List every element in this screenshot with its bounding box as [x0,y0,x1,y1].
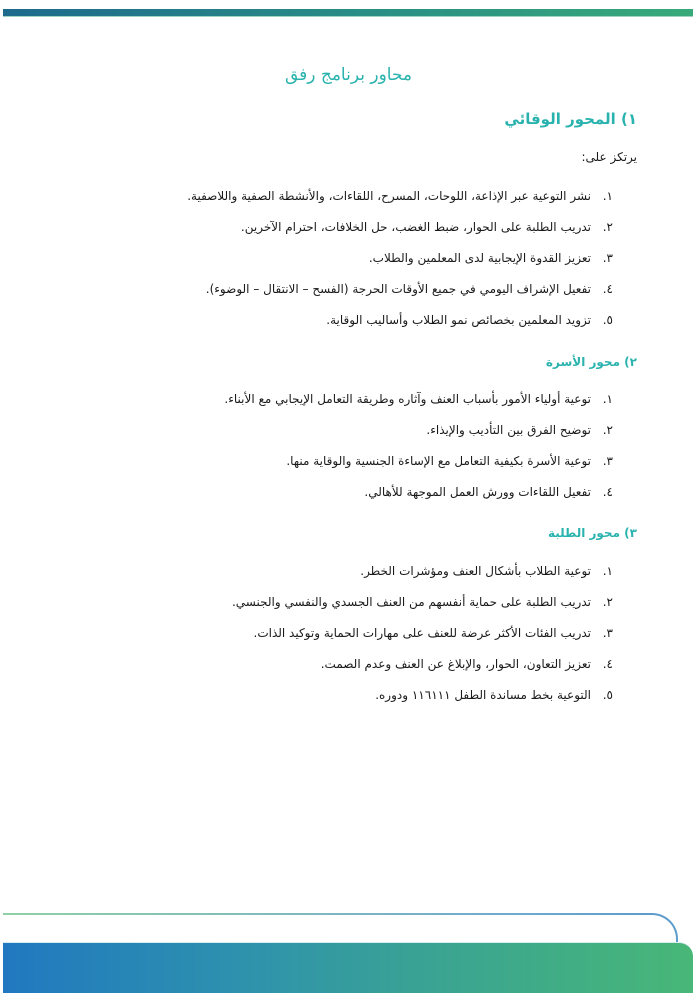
list-number: ٤. [602,485,613,499]
list-item [206,282,613,296]
list-text: تزويد المعلمين بخصائص نمو الطلاب وأساليب الوقاية. [326,313,591,327]
section-intro: يرتكز على: [581,150,637,164]
list-text: تعزيز التعاون، الحوار، والإبلاغ عن العنف وعدم الصمت. [320,657,591,671]
list-text: تدريب الفئات الأكثر عرضة للعنف على مهارات الحماية وتوكيد الذات. [253,626,591,640]
list-text: توعية أولياء الأمور بأسباب العنف وآثاره وطريقة التعامل الإيجابي مع الأبناء. [224,392,591,406]
list-item [426,423,613,437]
footer-decorative-line [3,913,648,915]
section-heading-preventive: ١) المحور الوقائي [504,110,637,128]
list-text: التوعية بخط مساندة الطفل ١١٦١١١ ودوره. [375,688,591,702]
list-item [241,220,613,234]
list-number: ٤. [602,657,613,671]
list-number: ٣. [602,626,613,640]
list-number: ١. [602,392,613,406]
page-title: محاور برنامج رفق [284,65,413,85]
list-item [364,485,613,499]
list-number: ٣. [602,454,613,468]
list-item [232,595,613,609]
list-text: تدريب الطلبة على حماية أنفسهم من العنف الجسدي والنفسي والجنسي. [231,595,591,609]
list-item [254,626,614,640]
footer-decorative-bar [3,942,693,993]
list-item [369,251,613,265]
list-text: تعزيز القدوة الإيجابية لدى المعلمين والطلاب. [368,251,591,265]
footer-decorative-curve [640,913,678,943]
list-item [375,688,613,702]
list-item [326,313,613,327]
list-number: ٢. [602,595,613,609]
list-item [224,392,613,406]
list-text: تفعيل اللقاءات وورش العمل الموجهة للأهالي. [364,485,591,499]
list-text: توعية الأسرة بكيفية التعامل مع الإساءة الجنسية والوقاية منها. [286,454,591,468]
list-number: ٥. [602,688,613,702]
list-number: ٥. [602,313,613,327]
section-heading-students: ٣) محور الطلبة [547,526,637,540]
list-text: توضيح الفرق بين التأديب والإيذاء. [426,423,591,437]
list-item [360,564,613,578]
top-decorative-bar [3,9,693,17]
list-number: ١. [602,564,613,578]
list-item [286,454,613,468]
list-number: ٢. [602,220,613,234]
list-number: ١. [602,189,613,203]
list-item [321,657,613,671]
section-heading-family: ٢) محور الأسرة [545,355,637,369]
list-number: ٢. [602,423,613,437]
list-text: توعية الطلاب بأشكال العنف ومؤشرات الخطر. [360,564,591,578]
list-number: ٣. [602,251,613,265]
list-number: ٤. [602,282,613,296]
list-item [187,189,613,203]
list-text: تفعيل الإشراف اليومي في جميع الأوقات الحرجة (الفسح – الانتقال – الوضوء). [205,282,591,296]
list-text: تدريب الطلبة على الحوار، ضبط الغضب، حل الخلافات، احترام الآخرين. [240,220,591,234]
list-text: نشر التوعية عبر الإذاعة، اللوحات، المسرح، اللقاءات، والأنشطة الصفية واللاصفية. [187,189,591,203]
